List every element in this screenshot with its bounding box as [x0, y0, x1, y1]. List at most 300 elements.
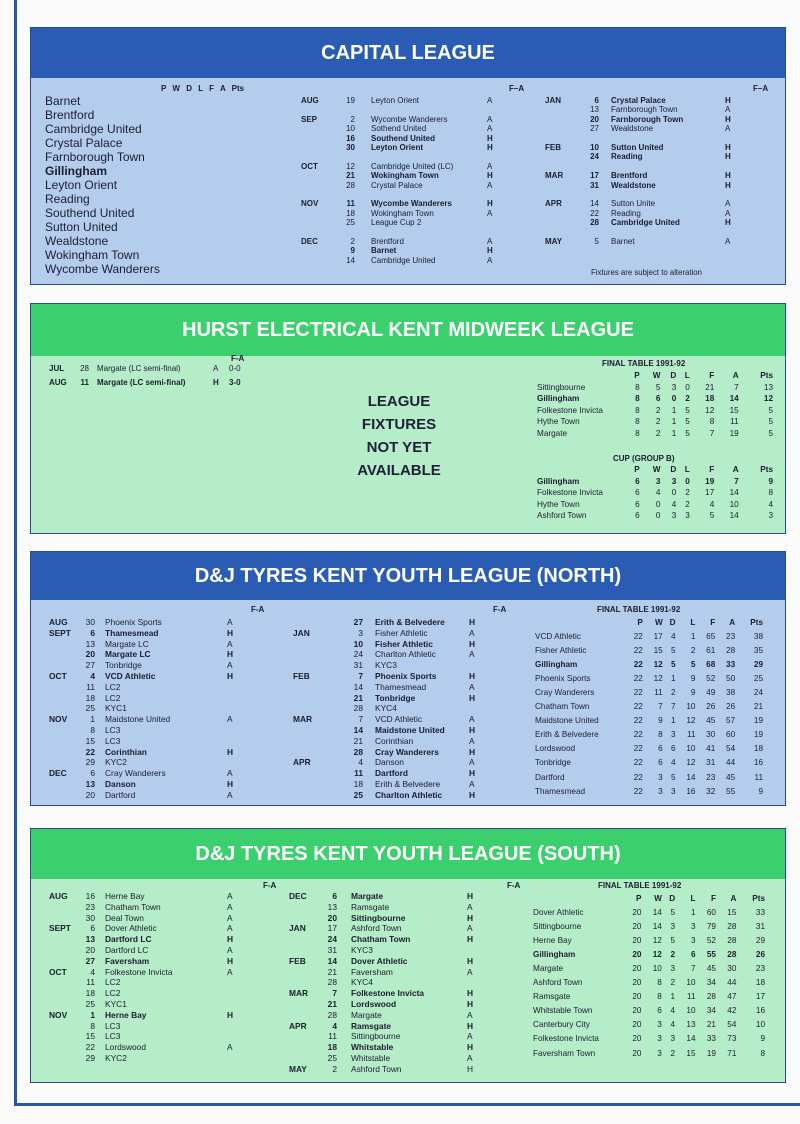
fixture-month: JUL	[49, 364, 65, 373]
team-cell: Gillingham	[537, 476, 580, 486]
fixture-day: 2	[350, 114, 355, 124]
fixture-opponent: Chatham Town	[105, 901, 161, 912]
fixture-day: 13	[85, 778, 95, 789]
fixture-day: 28	[590, 218, 599, 228]
fixture-opponent: Faversham	[105, 955, 150, 966]
youth-league-south-panel	[30, 828, 786, 1083]
fixture-venue: A	[725, 236, 731, 246]
table-header-cell: F	[710, 617, 716, 627]
stat-cell: 22	[633, 659, 643, 669]
fixture-opponent: Tonbridge	[375, 692, 416, 703]
table-header-cell: D	[669, 617, 676, 627]
table-header-cell: P	[634, 371, 640, 381]
fixture-day: 11	[86, 681, 95, 692]
fixture-day: 6	[332, 891, 337, 901]
fixture-opponent: LC3	[105, 724, 121, 735]
stat-cell: 12	[686, 716, 696, 726]
fixture-opponent: LC3	[105, 735, 121, 746]
table-row	[533, 1032, 765, 1046]
fixture-opponent: Brentford	[371, 236, 404, 246]
stat-cell: 6	[657, 1006, 662, 1016]
stat-cell: 22	[633, 716, 643, 726]
fixture-venue: H	[725, 152, 731, 162]
fixture-day: 18	[85, 692, 95, 703]
fixture-day: 27	[590, 124, 599, 134]
fixture-opponent: Reading	[611, 152, 643, 162]
stat-cell: 20	[632, 1048, 642, 1058]
south-final-table-title: FINAL TABLE 1991-92	[598, 881, 682, 890]
team-cell: Maidstone United	[535, 716, 599, 726]
team-cell: Dartford	[535, 772, 565, 782]
fixture-venue: A	[725, 208, 731, 218]
stat-cell: 9	[768, 476, 773, 486]
stat-cell: 30	[706, 730, 716, 740]
fixture-day: 29	[85, 1052, 95, 1063]
stat-cell: 11	[654, 688, 663, 698]
stat-cell: 22	[633, 786, 643, 796]
fixture-day: 21	[327, 966, 337, 977]
stat-cell: 8	[658, 730, 663, 740]
fixture-opponent: LC2	[105, 681, 121, 692]
stat-cell: 35	[753, 645, 763, 655]
team-name: Wealdstone	[45, 234, 109, 248]
message-line: NOT YET	[366, 439, 432, 456]
table-row	[535, 784, 763, 798]
stat-cell: 20	[632, 978, 642, 988]
stat-cell: 60	[706, 907, 716, 917]
fixture-opponent: Wealdstone	[611, 124, 654, 134]
stat-cell: 22	[633, 744, 643, 754]
fixture-month: OCT	[49, 670, 67, 681]
team-cell: Hythe Town	[537, 499, 580, 509]
table-header-cell	[533, 891, 621, 905]
table-row	[535, 714, 763, 728]
stat-cell: 10	[729, 499, 739, 509]
fixture-opponent: Farnborough Town	[611, 105, 678, 115]
fixture-month: APR	[289, 1020, 307, 1031]
stat-cell: 44	[726, 758, 736, 768]
fixture-month: NOV	[49, 714, 68, 725]
stat-cell: 41	[706, 744, 716, 754]
team-cell: Cray Wanderers	[535, 688, 595, 698]
fixture-venue: H	[467, 988, 474, 999]
fixture-opponent: Margate (LC semi-final)	[97, 378, 186, 387]
stat-cell: 22	[633, 772, 643, 782]
fixture-month: DEC	[289, 891, 307, 901]
fixture-venue: H	[487, 246, 493, 256]
stat-cell: 3	[658, 786, 663, 796]
stat-cell: 38	[753, 631, 763, 641]
fixture-day: 27	[85, 660, 95, 671]
fixture-opponent: Southend United	[371, 133, 435, 143]
fixture-day: 15	[85, 735, 95, 746]
table-header-cell: W	[654, 893, 662, 903]
fixture-opponent: Cambridge United	[611, 218, 680, 228]
stat-cell: 1	[671, 405, 677, 415]
stat-cell: 33	[755, 907, 765, 917]
stat-cell: 28	[726, 645, 736, 655]
team-name: Southend United	[45, 206, 135, 220]
fixture-day: 10	[590, 142, 599, 152]
fixture-day: 25	[353, 789, 363, 800]
fixture-opponent: Fisher Athletic	[375, 627, 428, 638]
team-name: Barnet	[45, 94, 81, 108]
fixture-venue: H	[725, 218, 731, 228]
fixture-venue: H	[469, 724, 476, 735]
fixture-opponent: Dartford LC	[105, 934, 152, 945]
stat-cell: 2	[685, 499, 690, 509]
fixture-opponent: Erith & Belvedere	[375, 778, 441, 789]
fixture-opponent: Dartford	[105, 789, 136, 800]
fixture-month: DEC	[301, 236, 318, 246]
fixture-day: 28	[353, 746, 363, 757]
stat-cell: 73	[727, 1034, 737, 1044]
fixture-opponent: Cray Wanderers	[375, 746, 439, 757]
fixture-opponent: Sittingbourne	[351, 912, 406, 923]
fixture-venue: A	[487, 180, 493, 190]
fixture-venue: H	[467, 1042, 474, 1053]
fixture-opponent: Leyton Orient	[371, 96, 420, 105]
fixture-opponent: Whitstable	[351, 1042, 394, 1053]
fixture-opponent: Sutton Unite	[611, 199, 656, 209]
fixture-opponent: Crystal Palace	[611, 96, 666, 105]
fixture-venue: H	[467, 934, 474, 945]
fixture-month: NOV	[301, 199, 319, 209]
stat-cell: 55	[726, 786, 736, 796]
fixture-day: 20	[85, 789, 95, 800]
stat-cell: 3	[671, 786, 676, 796]
stat-cell: 32	[706, 786, 716, 796]
fixture-opponent: Wycombe Wanderers	[371, 114, 448, 124]
fixture-month: MAY	[289, 1063, 307, 1074]
stat-cell: 1	[671, 417, 677, 427]
team-cell: Folkestone Invicta	[537, 405, 603, 415]
fixture-day: 14	[346, 255, 355, 265]
table-row	[537, 476, 773, 488]
table-row	[535, 770, 763, 784]
fixture-venue: H	[725, 171, 731, 181]
fixture-opponent: Phoenix Sports	[375, 670, 437, 681]
message-line: LEAGUE	[367, 393, 431, 410]
fixture-day: 30	[85, 617, 95, 627]
fixture-venue: H	[725, 114, 731, 124]
fixture-opponent: Dartford	[375, 768, 409, 779]
fixture-venue: A	[227, 638, 233, 649]
stat-cell: 16	[686, 786, 696, 796]
fixture-venue: H	[227, 670, 234, 681]
stat-cell: 10	[755, 1020, 765, 1030]
stat-cell: 3	[671, 476, 677, 486]
stat-cell: 2	[671, 688, 676, 698]
fixture-venue: H	[467, 1063, 474, 1074]
stat-cell: 9	[690, 673, 696, 683]
fixture-opponent: Phoenix Sports	[105, 617, 162, 627]
table-header-cell: P	[635, 893, 642, 903]
hurst-league-title: HURST ELECTRICAL KENT MIDWEEK LEAGUE	[31, 304, 785, 356]
capital-fa-header-1: F–A	[509, 84, 525, 93]
table-header-cell	[535, 615, 623, 629]
table-row	[535, 685, 763, 699]
fixture-opponent: Charlton Athletic	[375, 789, 443, 800]
capital-league-title: CAPITAL LEAGUE	[31, 28, 785, 78]
fixture-venue: A	[487, 114, 493, 124]
stat-cell: 2	[670, 949, 676, 959]
stat-cell: 54	[727, 1020, 737, 1030]
team-cell: Thamesmead	[535, 786, 586, 796]
stat-cell: 3	[655, 476, 661, 486]
table-row	[535, 742, 763, 756]
stat-cell: 12	[652, 949, 662, 959]
stat-cell: 3	[671, 511, 677, 521]
fixture-day: 9	[350, 246, 355, 256]
stat-cell: 7	[734, 476, 739, 486]
stat-cell: 10	[686, 744, 696, 754]
table-row	[533, 1018, 765, 1032]
fixture-opponent: Lordswood	[105, 1042, 146, 1053]
fixture-opponent: Herne Bay	[105, 1009, 147, 1020]
team-name: Gillingham	[45, 164, 108, 178]
stat-cell: 6	[635, 488, 640, 498]
fixture-opponent: KYC4	[375, 703, 397, 714]
fixture-venue: A	[487, 96, 493, 105]
fixture-day: 8	[90, 724, 95, 735]
fixture-day: 28	[327, 1009, 337, 1020]
fixture-opponent: Leyton Orient	[371, 142, 424, 152]
team-cell: Whitstable Town	[533, 1006, 593, 1016]
fixture-month: AUG	[49, 891, 68, 901]
fixture-opponent: Danson	[105, 778, 136, 789]
team-cell: Herne Bay	[533, 935, 572, 945]
table-row	[537, 416, 773, 428]
fixture-day: 6	[90, 768, 95, 779]
table-header-cell: P	[637, 617, 643, 627]
stat-cell: 14	[729, 488, 739, 498]
fixture-opponent: Thamesmead	[375, 681, 427, 692]
fixture-opponent: Sutton United	[611, 142, 664, 152]
stat-cell: 61	[706, 645, 716, 655]
stat-cell: 26	[755, 949, 765, 959]
fixture-opponent: KYC1	[105, 998, 127, 1009]
fixture-day: 28	[353, 703, 363, 714]
fixture-day: 21	[353, 692, 363, 703]
fixture-opponent: LC3	[105, 1031, 121, 1042]
table-row	[535, 643, 763, 657]
stat-cell: 7	[734, 382, 739, 392]
stat-cell: 11	[730, 417, 739, 427]
fixture-opponent: Farnborough Town	[611, 114, 684, 124]
fixture-venue: A	[725, 105, 731, 115]
fixture-venue: H	[487, 199, 493, 209]
fixture-day: 19	[346, 96, 355, 105]
team-name: Reading	[45, 192, 90, 206]
north-fa-header-1: F-A	[251, 605, 265, 614]
fixture-opponent: Cambridge United	[371, 255, 436, 265]
fixture-venue: A	[469, 649, 475, 660]
fixture-venue: A	[227, 617, 233, 627]
fixture-day: 28	[346, 180, 355, 190]
stat-cell: 16	[755, 1006, 765, 1016]
stat-cell: 5	[671, 772, 676, 782]
fixture-month: NOV	[49, 1009, 68, 1020]
table-header-cell: Pts	[760, 371, 773, 381]
team-cell: Folkestone Invicta	[533, 1034, 599, 1044]
stat-cell: 22	[633, 645, 643, 655]
stat-cell: 4	[671, 631, 676, 641]
stat-cell: 4	[671, 758, 676, 768]
north-fa-header-2: F-A	[493, 605, 507, 614]
stat-cell: 13	[686, 1020, 696, 1030]
stat-cell: 45	[706, 716, 716, 726]
stat-cell: 3	[657, 1020, 662, 1030]
fixture-venue: H	[725, 180, 731, 190]
stat-cell: 42	[727, 1006, 737, 1016]
fixture-day: 31	[590, 180, 599, 190]
stat-cell: 31	[706, 758, 716, 768]
fixture-opponent: KYC3	[351, 944, 373, 955]
stat-cell: 22	[633, 702, 643, 712]
stat-cell: 3	[768, 511, 773, 521]
team-name: Leyton Orient	[45, 178, 118, 192]
team-cell: Ramsgate	[533, 992, 571, 1002]
fixture-day: 25	[85, 998, 95, 1009]
stat-cell: 5	[671, 645, 676, 655]
table-header-row	[537, 370, 773, 382]
fixture-opponent: Margate	[351, 891, 384, 901]
fixture-opponent: LC2	[105, 692, 121, 703]
fixture-opponent: Ramsgate	[351, 1020, 392, 1031]
stat-cell: 14	[652, 907, 662, 917]
fixture-day: 27	[353, 617, 363, 627]
stat-cell: 12	[763, 394, 773, 404]
fixture-day: 7	[358, 714, 363, 725]
hurst-midweek-panel	[30, 303, 786, 534]
stat-cell: 1	[671, 716, 676, 726]
stat-cell: 0	[671, 488, 677, 498]
fixture-day: 11	[346, 199, 355, 209]
stat-cell: 2	[655, 417, 661, 427]
team-name: Farnborough Town	[45, 150, 145, 164]
fixture-opponent: Dover Athletic	[105, 923, 157, 934]
fixture-month: JAN	[289, 923, 306, 934]
stat-cell: 5	[709, 511, 715, 521]
stat-cell: 13	[763, 382, 773, 392]
fixture-day: 18	[327, 1042, 337, 1053]
table-row	[533, 990, 765, 1004]
fixture-day: 22	[85, 746, 95, 757]
team-name: Brentford	[45, 108, 95, 122]
stat-cell: 26	[726, 702, 736, 712]
fixture-venue: H	[227, 955, 234, 966]
table-row	[537, 405, 773, 417]
fixture-day: 3	[358, 627, 363, 638]
fixture-day: 13	[327, 901, 337, 912]
fixture-venue: A	[725, 199, 731, 209]
stat-cell: 21	[705, 382, 715, 392]
stat-cell: 49	[706, 688, 716, 698]
stat-cell: 5	[670, 907, 676, 917]
fixture-venue: H	[725, 96, 731, 105]
fixture-day: 23	[85, 901, 95, 912]
fixture-opponent: Ashford Town	[351, 923, 402, 934]
fixture-opponent: Wokingham Town	[371, 171, 439, 181]
fixture-day: 11	[86, 977, 95, 988]
fixture-venue: A	[213, 364, 219, 373]
fixture-opponent: Margate (LC semi-final)	[97, 364, 181, 373]
fixture-opponent: KYC2	[105, 1052, 127, 1063]
stat-cell: 8	[635, 405, 640, 415]
table-row	[533, 905, 765, 919]
stat-cell: 55	[706, 949, 716, 959]
fixture-month: MAR	[289, 988, 309, 999]
fixture-venue: H	[227, 1009, 234, 1020]
team-cell: Phoenix Sports	[535, 673, 591, 683]
fixture-opponent: VCD Athletic	[105, 670, 156, 681]
stat-cell: 22	[633, 730, 643, 740]
fixture-venue: A	[227, 1042, 233, 1053]
table-header-cell: P	[634, 465, 640, 475]
team-cell: Fisher Athletic	[535, 645, 587, 655]
fixture-opponent: Fisher Athletic	[375, 638, 433, 649]
fixture-venue: A	[469, 714, 475, 725]
fixture-venue: A	[227, 944, 233, 955]
fixture-month: SEPT	[49, 627, 71, 638]
table-row	[537, 393, 773, 405]
stat-cell: 15	[729, 405, 739, 415]
fixture-month: OCT	[49, 966, 67, 977]
fixture-day: 5	[594, 236, 599, 246]
fixture-venue: A	[467, 901, 473, 912]
fixture-month: JAN	[293, 627, 310, 638]
stat-cell: 23	[726, 631, 736, 641]
south-fa-header-2: F-A	[507, 881, 521, 890]
fixture-day: 24	[327, 934, 337, 945]
stat-cell: 20	[632, 935, 642, 945]
table-row	[533, 947, 765, 961]
fixture-day: 4	[358, 757, 363, 768]
team-cell: Chatham Town	[535, 702, 590, 712]
fixture-opponent: Dover Athletic	[351, 955, 408, 966]
fixture-opponent: Sothend United	[371, 124, 427, 134]
fixture-day: 4	[332, 1020, 337, 1031]
north-final-table	[535, 615, 763, 798]
fixture-venue: A	[487, 208, 493, 218]
fixture-venue: A	[469, 757, 475, 768]
stat-cell: 25	[753, 673, 763, 683]
fixture-day: 24	[353, 649, 363, 660]
table-row	[537, 428, 773, 440]
fixture-day: 16	[346, 133, 355, 143]
stat-cell: 20	[632, 949, 642, 959]
stat-cell: 7	[690, 964, 696, 974]
fixture-opponent: KYC3	[375, 660, 397, 671]
stat-cell: 9	[690, 688, 696, 698]
fixture-opponent: Corinthian	[105, 746, 147, 757]
stat-cell: 28	[727, 921, 737, 931]
youth-league-north-panel	[30, 551, 786, 806]
stat-cell: 4	[670, 1006, 676, 1016]
stat-cell: 10	[652, 964, 662, 974]
fixture-day: 22	[590, 208, 599, 218]
capital-table-header: P W D L F A Pts	[161, 84, 245, 93]
capital-league-panel	[30, 27, 786, 285]
table-row	[533, 919, 765, 933]
fixture-day: 13	[85, 638, 95, 649]
fixture-opponent: Wycombe Wanderers	[371, 199, 452, 209]
fixture-opponent: Cambridge United (LC)	[371, 161, 454, 171]
fixture-opponent: Tonbridge	[105, 660, 142, 671]
stat-cell: 71	[727, 1048, 737, 1058]
stat-cell: 14	[729, 511, 739, 521]
